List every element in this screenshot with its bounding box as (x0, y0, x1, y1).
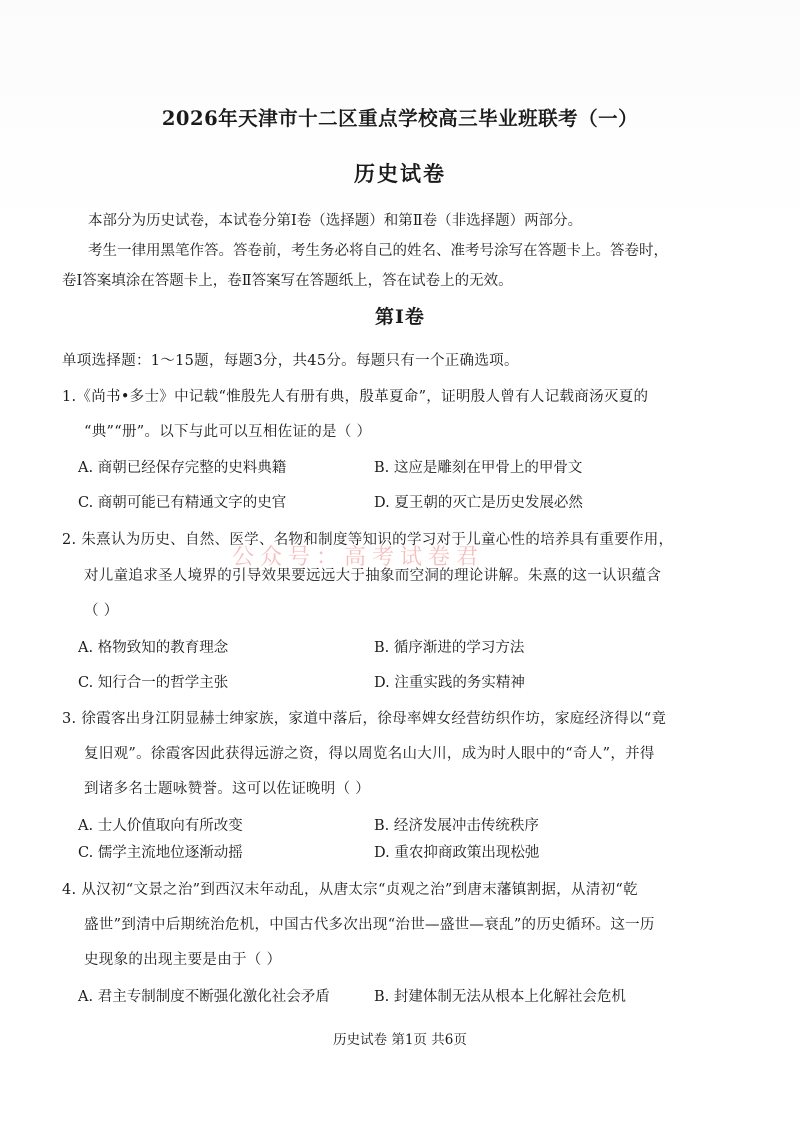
question-2-option-b: B. 循序渐进的学习方法 (374, 640, 525, 656)
question-2-option-d: D. 注重实践的务实精神 (374, 675, 525, 691)
question-4-line-2: 盛世”到清中后期统治危机，中国古代多次出现“治世—盛世—衰乱”的历史循环。这一历 (84, 917, 655, 933)
question-2-line-3: （ ） (84, 603, 119, 619)
question-2-option-a: A. 格物致知的教育理念 (78, 640, 229, 656)
question-3-option-c: C. 儒学主流地位逐渐动摇 (78, 845, 243, 861)
question-1-option-a: A. 商朝已经保存完整的史料典籍 (78, 460, 287, 476)
question-1-line-1: 1.《尚书•多士》中记载“惟殷先人有册有典，殷革夏命”，证明殷人曾有人记载商汤灭夏的 (62, 389, 649, 405)
question-1-option-c: C. 商朝可能已有精通文字的史官 (78, 495, 287, 511)
watermark: 公众号：高考试卷君 (232, 545, 485, 570)
question-1-option-d: D. 夏王朝的灭亡是历史发展必然 (374, 495, 583, 511)
question-3-line-1: 3. 徐霞客出身江阴显赫士绅家族，家道中落后，徐母率婢女经营纺织作坊，家庭经济得以“竟 (62, 711, 667, 727)
section-title: 第Ⅰ卷 (375, 306, 425, 328)
exam-title: 2026年天津市十二区重点学校高三毕业班联考（一） (161, 107, 639, 130)
question-3-line-3: 到诸多名士题咏赞誉。这可以佐证晚明（ ） (84, 781, 371, 797)
page-footer: 历史试卷 第1页 共6页 (333, 1032, 467, 1048)
question-4-line-3: 史现象的出现主要是由于（ ） (84, 952, 282, 968)
question-3-option-d: D. 重农抑商政策出现松弛 (374, 845, 540, 861)
question-1-line-2: “典”“册”。以下与此可以互相佐证的是（ ） (84, 424, 372, 440)
question-4-option-b: B. 封建体制无法从根本上化解社会危机 (374, 989, 626, 1005)
question-4-option-a: A. 君主专制制度不断强化激化社会矛盾 (78, 989, 330, 1005)
question-2-option-c: C. 知行合一的哲学主张 (78, 675, 229, 691)
question-2-line-2: 对儿童追求圣人境界的引导效果要远远大于抽象而空洞的理论讲解。朱熹的这一认识蕴含 (84, 568, 662, 584)
subject-title: 历史试卷 (354, 161, 446, 186)
question-4-line-1: 4. 从汉初“文景之治”到西汉末年动乱，从唐太宗“贞观之治”到唐末藩镇割据，从清初“乾 (62, 882, 638, 898)
intro-line-1: 本部分为历史试卷，本试卷分第Ⅰ卷（选择题）和第Ⅱ卷（非选择题）两部分。 (88, 213, 583, 229)
question-3-line-2: 复旧观”。徐霞客因此获得远游之资，得以周览名山大川，成为时人眼中的“奇人”，并得 (84, 746, 655, 762)
intro-line-2: 考生一律用黑笔作答。答卷前，考生务必将自己的姓名、准考号涂写在答题卡上。答卷时， (88, 243, 668, 259)
question-2-line-1: 2. 朱熹认为历史、自然、医学、名物和制度等知识的学习对于儿童心性的培养具有重要作用， (62, 532, 674, 548)
section-instructions: 单项选择题：1～15题，每题3分，共45分。每题只有一个正确选项。 (62, 353, 519, 369)
question-3-option-b: B. 经济发展冲击传统秩序 (374, 818, 539, 834)
question-3-option-a: A. 士人价值取向有所改变 (78, 818, 243, 834)
intro-line-3: 卷Ⅰ答案填涂在答题卡上，卷Ⅱ答案写在答题纸上，答在试卷上的无效。 (62, 273, 513, 289)
question-1-option-b: B. 这应是雕刻在甲骨上的甲骨文 (374, 460, 583, 476)
